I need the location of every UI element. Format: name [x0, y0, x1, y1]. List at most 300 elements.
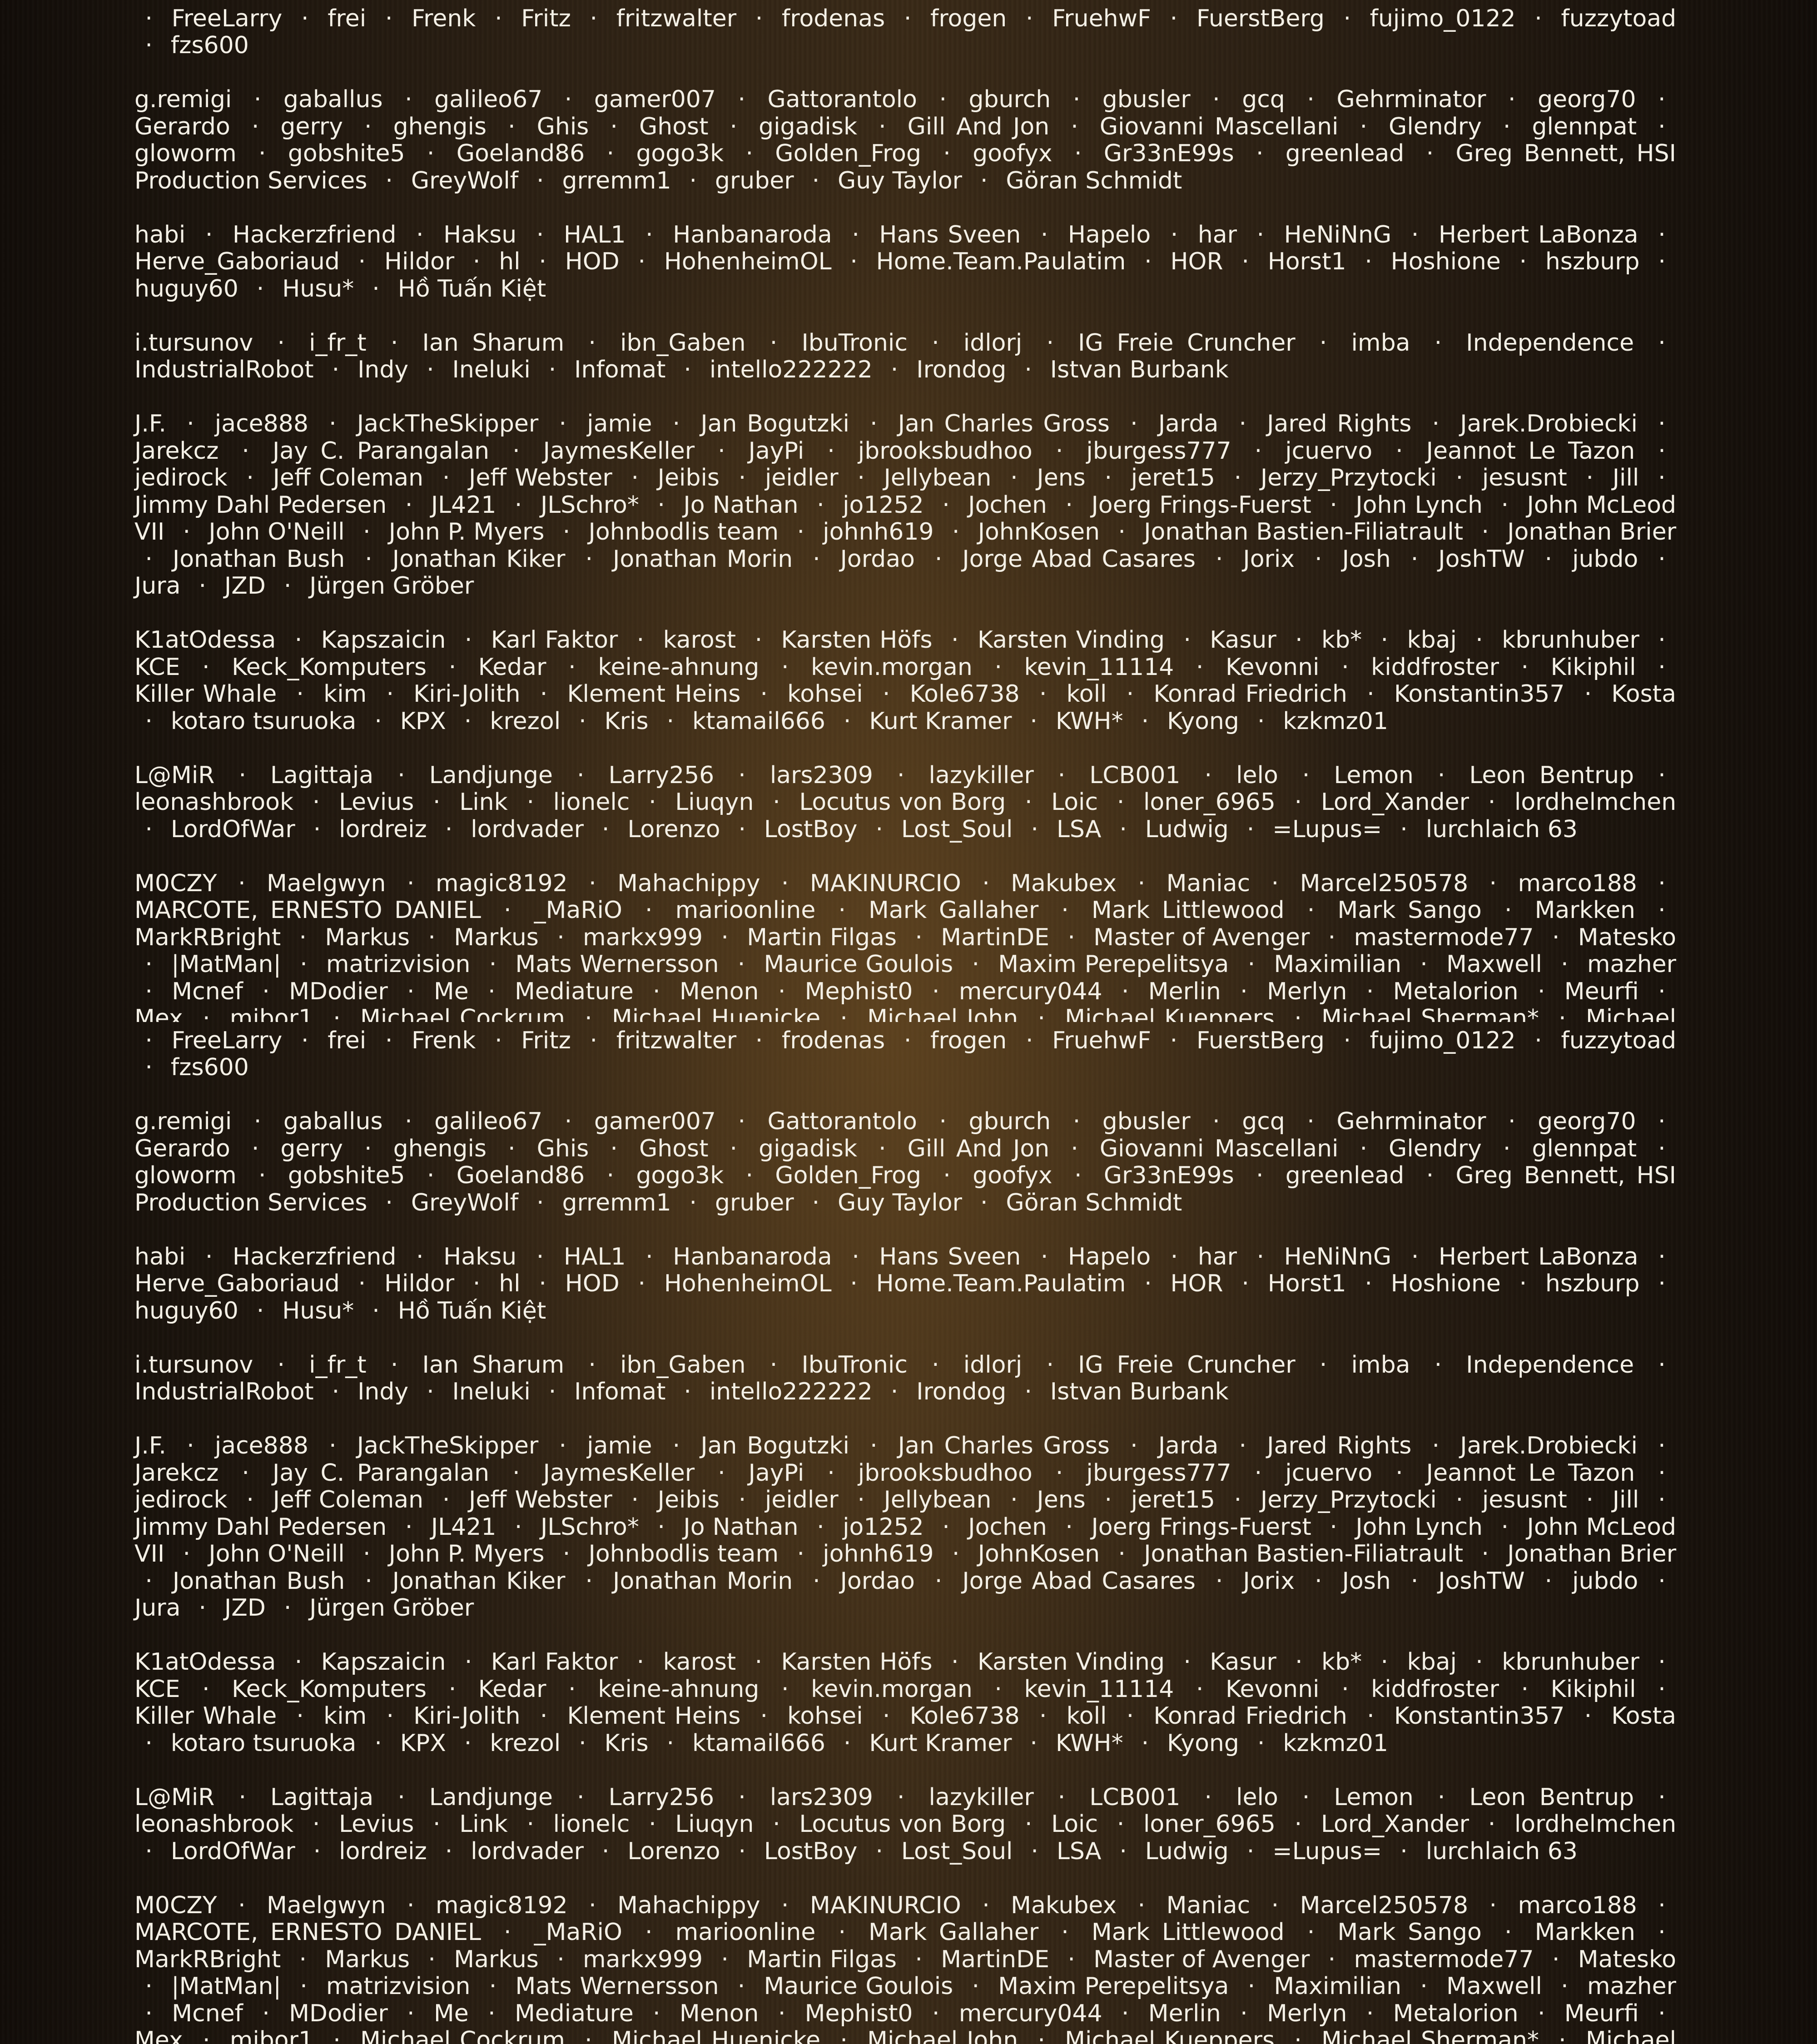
separator-dot: ·	[972, 870, 1000, 897]
separator-dot: ·	[394, 86, 423, 113]
separator-dot: ·	[1111, 2000, 1139, 2027]
separator-dot: ·	[970, 167, 998, 194]
contributor-name: Johnbodlis team	[589, 518, 779, 546]
separator-dot: ·	[1304, 1568, 1333, 1595]
contributor-name: Maniac	[1167, 1892, 1251, 1919]
contributor-name: leonashbrook	[134, 1811, 293, 1838]
separator-dot: ·	[1246, 140, 1274, 167]
contributor-name: Jay C. Parangalan	[273, 437, 489, 465]
contributor-name: Lorenzo	[627, 1838, 720, 1865]
contributor-name: lurchlaich 63	[1426, 816, 1578, 843]
separator-dot: ·	[591, 816, 620, 843]
contributor-name: Master of Avenger	[1093, 924, 1310, 951]
separator-dot: ·	[1648, 654, 1676, 681]
separator-dot: ·	[236, 464, 264, 491]
separator-dot: ·	[1194, 1784, 1222, 1811]
contributor-name: Michael John	[867, 2027, 1018, 2044]
contributor-name: kotaro tsuruoka	[171, 708, 357, 735]
separator-dot: ·	[745, 1027, 773, 1054]
contributor-name: Jeibis	[658, 464, 720, 491]
separator-dot: ·	[1296, 897, 1325, 924]
contributor-name: GreyWolf	[411, 167, 518, 194]
separator-dot: ·	[1015, 5, 1044, 32]
separator-dot: ·	[727, 86, 756, 113]
contributor-name: Husu*	[282, 275, 354, 303]
contributor-name: Lord_Xander	[1321, 789, 1469, 816]
separator-dot: ·	[642, 978, 671, 1005]
contributor-name: Jellybean	[884, 464, 992, 491]
contributor-name: Konrad Friedrich	[1153, 680, 1347, 708]
separator-dot: ·	[1574, 680, 1602, 708]
contributor-name: Infomat	[574, 1378, 665, 1405]
separator-dot: ·	[735, 140, 764, 167]
contributor-name: Jeannot Le Tazon	[1426, 437, 1635, 465]
contributor-name: lurchlaich 63	[1426, 1838, 1578, 1865]
contributor-name: ktamail666	[692, 1730, 825, 1757]
separator-dot: ·	[847, 464, 875, 491]
contributor-name: Ludwig	[1145, 1838, 1229, 1865]
separator-dot: ·	[236, 1486, 264, 1513]
separator-dot: ·	[1094, 464, 1122, 491]
separator-dot: ·	[868, 113, 897, 140]
separator-dot: ·	[376, 680, 404, 708]
separator-dot: ·	[248, 140, 277, 167]
contributor-name: John O'Neill	[209, 1540, 344, 1568]
contributor-name: Merlin	[1148, 2000, 1221, 2027]
contributor-name: Frenk	[412, 1027, 476, 1054]
contributor-name: Joerg Frings-Fuerst	[1091, 491, 1311, 519]
separator-dot: ·	[134, 1054, 163, 1081]
separator-dot: ·	[321, 356, 350, 383]
separator-dot: ·	[579, 5, 608, 32]
contributor-name: gerry	[280, 1135, 343, 1162]
separator-dot: ·	[1427, 762, 1455, 789]
separator-dot: ·	[134, 708, 163, 735]
contributor-name: Konstantin357	[1394, 680, 1565, 708]
separator-dot: ·	[627, 1270, 656, 1297]
separator-dot: ·	[1648, 329, 1676, 357]
separator-dot: ·	[859, 410, 888, 437]
separator-dot: ·	[1230, 2000, 1258, 2027]
separator-dot: ·	[1127, 1892, 1156, 1919]
contributor-name: Karl Faktor	[491, 1648, 618, 1676]
separator-dot: ·	[921, 329, 950, 357]
separator-dot: ·	[759, 329, 788, 357]
separator-dot: ·	[1231, 248, 1260, 275]
separator-dot: ·	[497, 1135, 526, 1162]
separator-dot: ·	[1349, 1135, 1378, 1162]
contributor-name: mazher	[1587, 951, 1676, 978]
contributor-name: Markus	[454, 924, 539, 951]
contributor-name: gloworm	[134, 140, 237, 167]
contributor-name: Mediature	[515, 978, 634, 1005]
separator-dot: ·	[893, 1027, 922, 1054]
contributor-name: Ineluki	[452, 1378, 531, 1405]
separator-dot: ·	[1527, 978, 1556, 1005]
contributor-name: Kevonni	[1226, 654, 1319, 681]
separator-dot: ·	[375, 1189, 403, 1216]
contributor-name: i.tursunov	[134, 329, 253, 357]
contributor-name: Larry256	[609, 1784, 715, 1811]
contributor-name: HOR	[1170, 1270, 1223, 1297]
separator-dot: ·	[497, 113, 526, 140]
contributor-name: Mark Gallaher	[869, 1919, 1038, 1946]
separator-dot: ·	[1415, 140, 1444, 167]
contributor-name: IbuTronic	[801, 1351, 907, 1379]
contributor-name: jburgess777	[1086, 1459, 1231, 1487]
separator-dot: ·	[1648, 1243, 1676, 1270]
separator-dot: ·	[318, 1432, 347, 1459]
contributor-name: JaymesKeller	[543, 437, 695, 465]
separator-dot: ·	[984, 1676, 1013, 1703]
contributor-name: idlorj	[963, 329, 1023, 357]
separator-dot: ·	[656, 1730, 685, 1757]
separator-dot: ·	[1291, 1784, 1320, 1811]
contributor-name: JohnKosen	[978, 1540, 1100, 1568]
contributor-name: HOD	[565, 248, 620, 275]
separator-dot: ·	[728, 1838, 756, 1865]
contributor-name: Maurice Goulois	[764, 1973, 953, 2000]
separator-dot: ·	[1509, 248, 1537, 275]
separator-dot: ·	[1045, 1459, 1073, 1487]
contributor-name: JL421	[431, 491, 496, 519]
separator-dot: ·	[432, 1486, 460, 1513]
separator-dot: ·	[1296, 1919, 1325, 1946]
contributor-name: Maxim Perepelitsya	[998, 951, 1229, 978]
separator-dot: ·	[1356, 680, 1385, 708]
contributor-name: idlorj	[963, 1351, 1023, 1379]
contributor-name: koll	[1067, 1702, 1107, 1730]
separator-dot: ·	[1390, 1838, 1418, 1865]
separator-dot: ·	[286, 1702, 314, 1730]
contributor-name: gcq	[1242, 1108, 1285, 1135]
separator-dot: ·	[1030, 221, 1058, 248]
separator-dot: ·	[1036, 1351, 1064, 1379]
contributor-name: JZD	[224, 572, 266, 600]
separator-dot: ·	[932, 491, 960, 519]
contributor-name: Landjunge	[429, 1784, 553, 1811]
separator-dot: ·	[1465, 1648, 1494, 1676]
contributor-name: Merlin	[1148, 978, 1221, 1005]
contributor-name: Markken	[1535, 1919, 1635, 1946]
separator-dot: ·	[1173, 1648, 1201, 1676]
separator-dot: ·	[771, 870, 799, 897]
contributor-name: lordreiz	[339, 816, 427, 843]
contributor-name: lordhelmchen	[1514, 789, 1676, 816]
separator-dot: ·	[348, 1270, 376, 1297]
separator-dot: ·	[786, 518, 815, 546]
separator-dot: ·	[454, 626, 482, 654]
contributor-name: goofyx	[973, 140, 1052, 167]
separator-dot: ·	[1331, 654, 1360, 681]
separator-dot: ·	[817, 1459, 845, 1487]
contributor-name: kb*	[1321, 1648, 1362, 1676]
separator-dot: ·	[829, 2027, 858, 2044]
contributor-name: hl	[499, 248, 520, 275]
contributor-name: Hoshione	[1391, 1270, 1501, 1297]
contributor-name: Kosta	[1611, 680, 1676, 708]
contributor-name: Karsten Höfs	[781, 1648, 932, 1676]
separator-dot: ·	[1349, 113, 1378, 140]
contributor-name: Herbert LaBonza	[1439, 1243, 1638, 1270]
separator-dot: ·	[188, 572, 217, 600]
separator-dot: ·	[921, 1351, 950, 1379]
contributor-name: intello222222	[710, 1378, 873, 1405]
separator-dot: ·	[1534, 546, 1563, 573]
separator-dot: ·	[558, 1676, 586, 1703]
contributor-name: KWH*	[1056, 1730, 1123, 1757]
separator-dot: ·	[600, 113, 628, 140]
separator-dot: ·	[1498, 1108, 1526, 1135]
contributor-name: Mediature	[515, 2000, 634, 2027]
separator-dot: ·	[462, 1270, 491, 1297]
separator-dot: ·	[1228, 1432, 1257, 1459]
contributor-name: kiddfroster	[1371, 654, 1499, 681]
separator-dot: ·	[578, 870, 607, 897]
separator-dot: ·	[1648, 1568, 1676, 1595]
separator-dot: ·	[762, 1811, 791, 1838]
contributor-name: Hoshione	[1391, 248, 1501, 275]
contributor-name: Karl Faktor	[491, 626, 618, 654]
separator-dot: ·	[727, 1108, 756, 1135]
separator-dot: ·	[656, 708, 685, 735]
contributor-name: JLSchro*	[541, 491, 639, 519]
separator-dot: ·	[1094, 1486, 1122, 1513]
separator-dot: ·	[354, 113, 382, 140]
contributor-name: HOD	[565, 1270, 620, 1297]
contributor-name: har	[1198, 1243, 1237, 1270]
contributor-name: i_fr_t	[309, 1351, 367, 1379]
separator-dot: ·	[1479, 870, 1507, 897]
separator-dot: ·	[243, 86, 272, 113]
separator-dot: ·	[134, 978, 163, 1005]
separator-dot: ·	[1000, 1486, 1028, 1513]
contributor-name: Jorix	[1243, 1568, 1295, 1595]
contributor-name: jcuervo	[1285, 1459, 1372, 1487]
separator-dot: ·	[134, 816, 163, 843]
contributor-name: Hildor	[384, 1270, 454, 1297]
contributor-name: Kris	[605, 1730, 649, 1757]
separator-dot: ·	[364, 708, 392, 735]
separator-dot: ·	[1047, 762, 1076, 789]
contributor-name: JohnKosen	[978, 518, 1100, 546]
separator-dot: ·	[578, 1351, 606, 1379]
contributor-name: gamer007	[594, 86, 716, 113]
separator-dot: ·	[528, 1270, 557, 1297]
separator-dot: ·	[1355, 978, 1384, 1005]
contributor-name: Markken	[1535, 897, 1635, 924]
contributor-name: FreeLarry	[172, 5, 283, 32]
separator-dot: ·	[374, 5, 403, 32]
separator-dot: ·	[273, 1594, 302, 1622]
separator-dot: ·	[134, 1027, 163, 1054]
separator-dot: ·	[880, 356, 908, 383]
contributor-name: Jeff Coleman	[273, 464, 424, 491]
separator-dot: ·	[1296, 1108, 1325, 1135]
separator-dot: ·	[566, 762, 595, 789]
contributor-name: Link	[459, 789, 508, 816]
separator-dot: ·	[1465, 626, 1494, 654]
contributor-name: HAL1	[564, 221, 626, 248]
separator-dot: ·	[302, 1811, 330, 1838]
separator-dot: ·	[394, 1108, 423, 1135]
contributor-name: Hanbanaroda	[673, 221, 832, 248]
separator-dot: ·	[504, 1513, 533, 1541]
separator-dot: ·	[243, 1108, 272, 1135]
separator-dot: ·	[1648, 978, 1676, 1005]
contributor-name: gaballus	[283, 1108, 383, 1135]
contributor-name: Istvan Burbank	[1050, 356, 1229, 383]
contributor-name: Michael Cockrum	[360, 1005, 565, 1022]
separator-dot: ·	[833, 708, 862, 735]
separator-dot: ·	[771, 1892, 799, 1919]
separator-dot: ·	[477, 2000, 506, 2027]
separator-dot: ·	[375, 167, 403, 194]
contributor-name: Jens	[1037, 1486, 1085, 1513]
separator-dot: ·	[1424, 1351, 1452, 1379]
contributor-name: Locutus von Borg	[799, 789, 1006, 816]
separator-dot: ·	[1548, 2027, 1577, 2044]
separator-dot: ·	[1477, 789, 1506, 816]
separator-dot: ·	[727, 1973, 755, 2000]
contributor-name: Klement Heins	[567, 680, 740, 708]
contributor-name: markx999	[583, 924, 703, 951]
contributor-name: Maurice Goulois	[764, 951, 953, 978]
contributor-name: mibor1	[230, 1005, 313, 1022]
contributor-name: Indy	[357, 356, 408, 383]
contributor-name: galileo67	[434, 1108, 542, 1135]
separator-dot: ·	[638, 789, 667, 816]
contributor-name: Jens	[1037, 464, 1085, 491]
contributor-name: Liuqyn	[675, 789, 754, 816]
contributor-name: HAL1	[564, 1243, 626, 1270]
contributor-name: jubdo	[1572, 1568, 1638, 1595]
contributor-name: Fritz	[521, 1027, 571, 1054]
contributor-name: frogen	[930, 5, 1007, 32]
contributor-name: lelo	[1236, 762, 1278, 789]
contributor-name: kim	[323, 1702, 367, 1730]
separator-dot: ·	[252, 978, 280, 1005]
contributor-name: Jeibis	[658, 1486, 720, 1513]
separator-dot: ·	[1120, 1432, 1148, 1459]
separator-dot: ·	[1205, 1568, 1234, 1595]
contributor-name: Jill	[1613, 464, 1639, 491]
contributor-name: Haksu	[443, 1243, 516, 1270]
separator-dot: ·	[1510, 654, 1539, 681]
separator-dot: ·	[735, 1162, 764, 1189]
separator-dot: ·	[1064, 1162, 1092, 1189]
separator-dot: ·	[397, 978, 425, 1005]
contributor-name: Glendry	[1389, 113, 1482, 140]
contributor-name: John P. Myers	[389, 518, 545, 546]
separator-dot: ·	[192, 654, 220, 681]
separator-dot: ·	[865, 816, 894, 843]
contributor-name: mazher	[1587, 1973, 1676, 2000]
contributor-name: Gerardo	[134, 113, 230, 140]
separator-dot: ·	[1471, 1540, 1499, 1568]
separator-dot: ·	[924, 546, 953, 573]
separator-dot: ·	[728, 816, 756, 843]
contributor-name: gogo3k	[636, 1162, 724, 1189]
contributor-name: georg70	[1538, 86, 1636, 113]
separator-dot: ·	[434, 1838, 463, 1865]
contributor-name: Jordao	[840, 546, 915, 573]
separator-dot: ·	[1648, 762, 1676, 789]
contributor-name: gogo3k	[636, 140, 724, 167]
separator-dot: ·	[1400, 1568, 1429, 1595]
separator-dot: ·	[1421, 410, 1450, 437]
separator-dot: ·	[887, 762, 915, 789]
contributor-name: HohenheimOL	[664, 248, 832, 275]
contributor-name: LordOfWar	[171, 816, 295, 843]
separator-dot: ·	[1285, 626, 1313, 654]
contributor-name: Jarek.Drobiecki	[1460, 1432, 1638, 1459]
separator-dot: ·	[1471, 518, 1499, 546]
contributor-name: Hackerzfriend	[233, 1243, 397, 1270]
separator-dot: ·	[526, 221, 554, 248]
contributor-name: Independence	[1466, 1351, 1634, 1379]
contributor-name: Martin Filgas	[747, 1946, 897, 1973]
contributor-name: kohsei	[787, 1702, 863, 1730]
separator-dot: ·	[1244, 1459, 1272, 1487]
separator-dot: ·	[526, 1243, 554, 1270]
contributor-name: =Lupus=	[1272, 816, 1382, 843]
separator-dot: ·	[462, 248, 491, 275]
contributor-name: Jonathan Kiker	[392, 546, 566, 573]
separator-dot: ·	[1445, 464, 1474, 491]
contributor-name: frei	[328, 5, 366, 32]
contributor-name: frodenas	[782, 5, 885, 32]
separator-dot: ·	[321, 1378, 350, 1405]
contributor-name: Leon Bentrup	[1469, 1784, 1634, 1811]
contributor-name: Mcnef	[172, 978, 243, 1005]
contributor-name: gerry	[280, 113, 343, 140]
separator-dot: ·	[806, 491, 835, 519]
separator-dot: ·	[374, 1027, 403, 1054]
contributor-name: Hồ Tuấn Kiệt	[398, 275, 546, 303]
contributor-name: marioonline	[675, 897, 816, 924]
separator-dot: ·	[394, 491, 423, 519]
contributor-name: Jimmy Dahl Pedersen	[134, 1513, 387, 1541]
contributor-name: Independence	[1466, 329, 1634, 357]
contributor-name: Johnbodlis team	[589, 1540, 779, 1568]
contributor-name: imba	[1351, 329, 1410, 357]
separator-dot: ·	[984, 654, 1013, 681]
separator-dot: ·	[417, 1162, 445, 1189]
contributor-name: habi	[134, 221, 185, 248]
contributor-name: Kosta	[1611, 1702, 1676, 1730]
separator-dot: ·	[1230, 978, 1258, 1005]
contributor-name: HeNiNnG	[1284, 221, 1392, 248]
separator-dot: ·	[241, 1135, 269, 1162]
separator-dot: ·	[526, 167, 555, 194]
contributor-name: Keck_Komputers	[232, 654, 427, 681]
contributor-name: Kiri-Jolith	[413, 680, 520, 708]
separator-dot: ·	[839, 1270, 868, 1297]
contributor-name: Home.Team.Paulatim	[876, 248, 1126, 275]
contributor-name: jesusnt	[1482, 1486, 1567, 1513]
contributor-name: jace888	[215, 1432, 308, 1459]
separator-dot: ·	[380, 1351, 408, 1379]
separator-dot: ·	[1014, 789, 1043, 816]
contributor-name: Jan Bogutzki	[700, 410, 849, 437]
separator-dot: ·	[1060, 1135, 1089, 1162]
separator-dot: ·	[1421, 1432, 1450, 1459]
contributor-name: Gehrminator	[1336, 86, 1486, 113]
contributor-name: KPX	[400, 1730, 446, 1757]
contributor-name: Meurfi	[1564, 2000, 1639, 2027]
contributor-name: IG Freie Cruncher	[1078, 329, 1295, 357]
